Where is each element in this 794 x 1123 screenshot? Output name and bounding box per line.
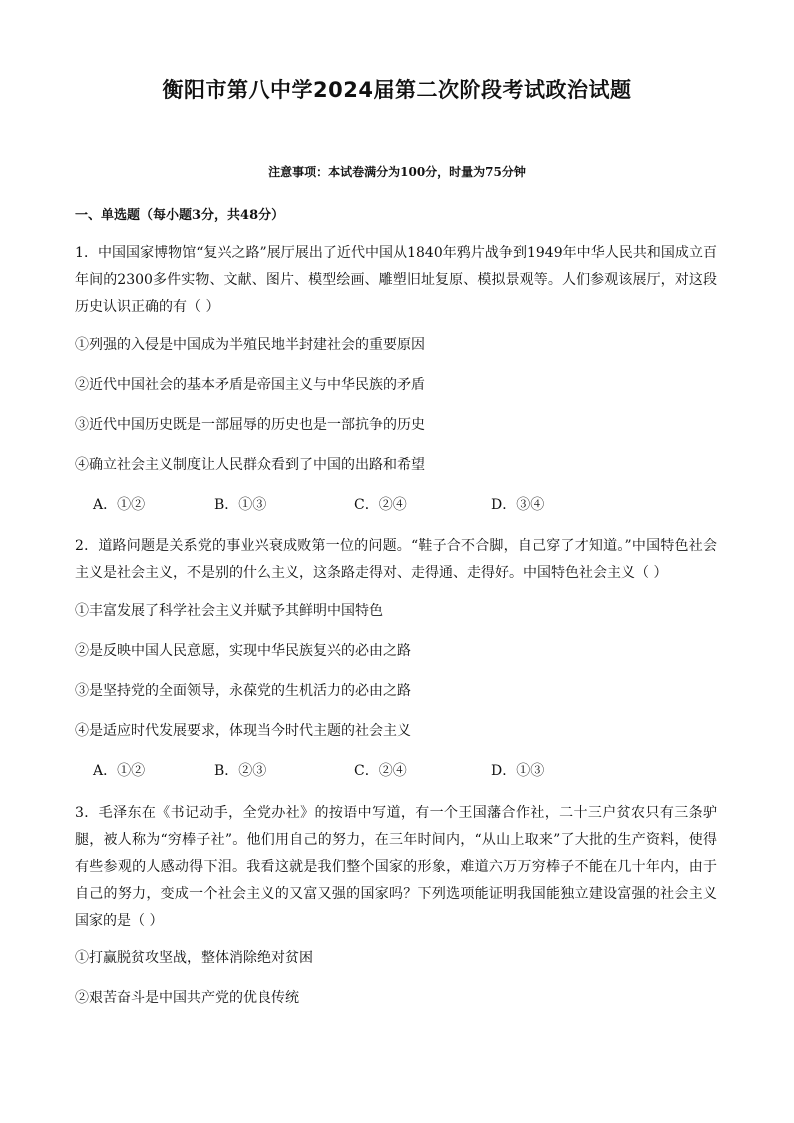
question-1-option-2: ②近代中国社会的基本矛盾是帝国主义与中华民族的矛盾 [75, 377, 425, 393]
choice-c: C．②④ [354, 497, 407, 513]
question-2-option-2: ②是反映中国人民意愿，实现中华民族复兴的必由之路 [75, 643, 411, 659]
page-title: 衡阳市第八中学2024届第二次阶段考试政治试题 [162, 78, 632, 102]
choice-d: D．③④ [491, 497, 545, 513]
question-1-stem: 1．中国国家博物馆“复兴之路”展厅展出了近代中国从1840年鸦片战争到1949年中华人民共和国成立百年间的2300多件实物、文献、图片、模型绘画、雕塑旧址复原、模拟景观等。人们参观该展厅，对这段历史认识正确的有（ ） [75, 245, 717, 315]
section-heading: 一、单选题（每小题3分，共48分） [75, 208, 285, 223]
choice-a: A．①② [93, 763, 146, 779]
question-3-option-1: ①打赢脱贫攻坚战，整体消除绝对贫困 [75, 950, 313, 966]
question-3-stem: 3．毛泽东在《书记动手，全党办社》的按语中写道，有一个王国藩合作社，二十三户贫农只有三条驴腿，被人称为“穷棒子社”。他们用自己的努力，在三年时间内，“从山上取来”了大批的生产资料，使得有些参观的人感动得下泪。我看这就是我们整个国家的形象，难道六万万穷棒子不能在几十年内，由于自己的努力，变成一个社会主义的又富又强的国家吗？下列选项能证明我国能独立建设富强的社会主义国家的是（ ） [75, 805, 717, 929]
choice-c: C．②④ [354, 763, 407, 779]
question-2-option-4: ④是适应时代发展要求，体现当今时代主题的社会主义 [75, 723, 411, 739]
choice-a: A．①② [93, 497, 146, 513]
question-2-option-1: ①丰富发展了科学社会主义并赋予其鲜明中国特色 [75, 603, 383, 619]
exam-notice: 注意事项：本试卷满分为100分，时量为75分钟 [268, 165, 526, 179]
question-1-option-4: ④确立社会主义制度让人民群众看到了中国的出路和希望 [75, 457, 425, 473]
question-2-stem: 2．道路问题是关系党的事业兴衰成败第一位的问题。“鞋子合不合脚，自己穿了才知道。”中国特色社会主义是社会主义，不是别的什么主义，这条路走得对、走得通、走得好。中国特色社会主义（ ） [75, 538, 717, 581]
choice-b: B．①③ [214, 497, 267, 513]
choice-d: D．①③ [491, 763, 545, 779]
question-2-option-3: ③是坚持党的全面领导，永葆党的生机活力的必由之路 [75, 683, 411, 699]
question-3-option-2: ②艰苦奋斗是中国共产党的优良传统 [75, 990, 299, 1006]
question-1-option-1: ①列强的入侵是中国成为半殖民地半封建社会的重要原因 [75, 337, 425, 353]
choice-b: B．②③ [214, 763, 267, 779]
question-1-option-3: ③近代中国历史既是一部屈辱的历史也是一部抗争的历史 [75, 417, 425, 433]
